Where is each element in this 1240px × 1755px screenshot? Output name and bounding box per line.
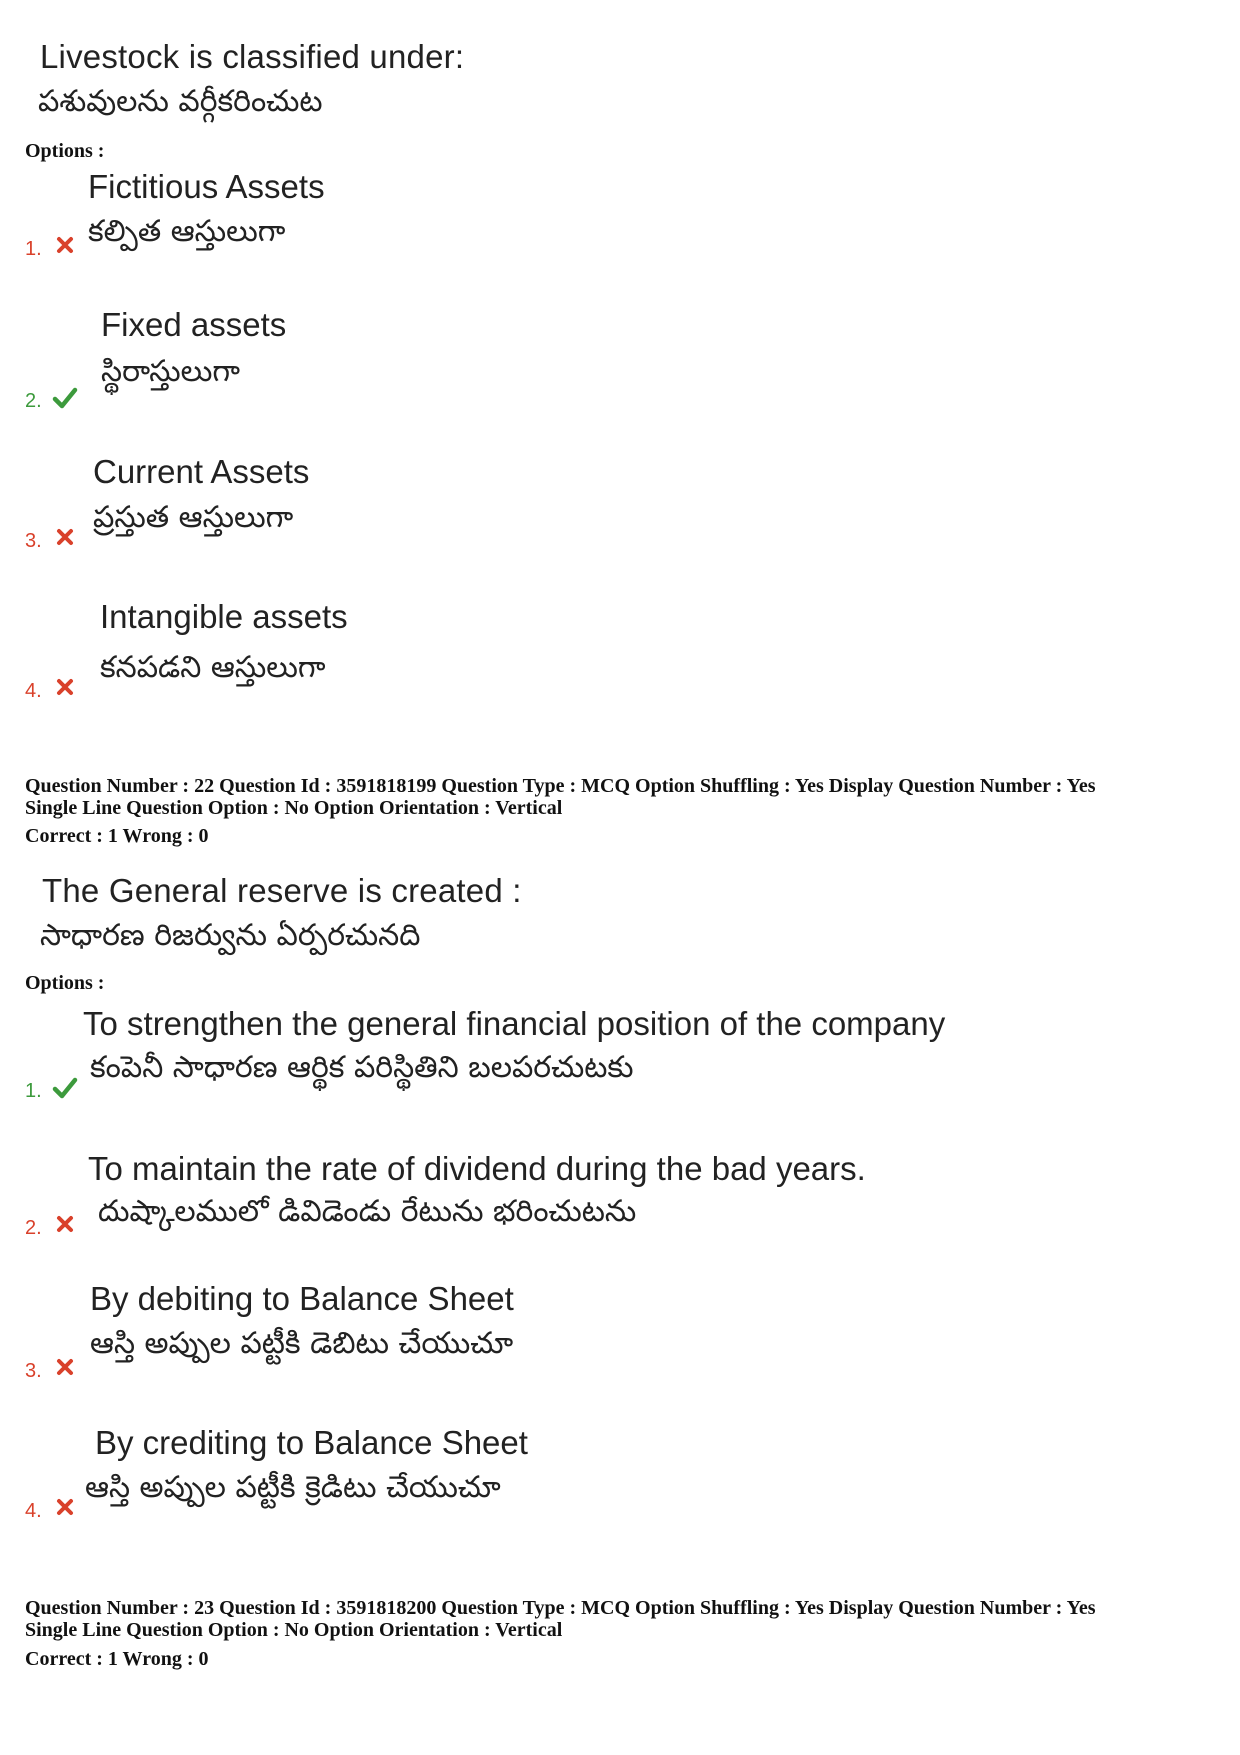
option-4-number: 4. — [25, 1500, 42, 1522]
question-22-meta-line-2: Single Line Question Option : No Option Orientation : Vertical — [25, 797, 563, 819]
option-1-text-te: కల్పిత ఆస్తులుగా — [88, 214, 286, 249]
option-3-text-en: Current Assets — [93, 453, 310, 490]
question-22-score: Correct : 1 Wrong : 0 — [25, 825, 209, 847]
option-2-text-en: To maintain the rate of dividend during the bad years. — [88, 1150, 866, 1187]
option-3-text-te: ప్రస్తుత ఆస్తులుగా — [93, 500, 294, 535]
option-2-text-en: Fixed assets — [101, 306, 287, 343]
option-1-text-te: కంపెనీ సాధారణ ఆర్థిక పరిస్థితిని బలపరచుటకు — [90, 1050, 634, 1085]
question-23-score: Correct : 1 Wrong : 0 — [25, 1648, 209, 1670]
cross-icon — [54, 676, 76, 698]
option-1-text-en: Fictitious Assets — [88, 168, 325, 205]
options-heading: Options : — [25, 972, 105, 994]
option-3-text-te: ఆస్తి అప్పుల పట్టీకి డెబిటు చేయుచూ — [90, 1326, 514, 1361]
question-22-meta-line-1: Question Number : 22 Question Id : 3591818199 Question Type : MCQ Option Shuffling : Yes Display Question Number : Yes — [25, 775, 1096, 797]
question-22-text-en: The General reserve is created : — [42, 872, 522, 909]
option-2-number: 2. — [25, 390, 42, 412]
option-1-number: 1. — [25, 1080, 42, 1102]
option-3-number: 3. — [25, 530, 42, 552]
option-3-text-en: By debiting to Balance Sheet — [90, 1280, 514, 1317]
option-4-text-en: By crediting to Balance Sheet — [95, 1424, 528, 1461]
option-3-number: 3. — [25, 1360, 42, 1382]
question-21-text-en: Livestock is classified under: — [40, 38, 465, 75]
option-4-text-te: ఆస్తి అప్పుల పట్టీకి క్రెడిటు చేయుచూ — [85, 1470, 501, 1505]
check-icon — [52, 386, 78, 410]
question-23-meta-line-2: Single Line Question Option : No Option Orientation : Vertical — [25, 1619, 563, 1641]
option-4-text-te: కనపడని ఆస్తులుగా — [100, 650, 326, 685]
option-2-number: 2. — [25, 1217, 42, 1239]
question-23-meta-line-1: Question Number : 23 Question Id : 3591818200 Question Type : MCQ Option Shuffling : Yes Display Question Number : Yes — [25, 1597, 1096, 1619]
cross-icon — [54, 1356, 76, 1378]
cross-icon — [54, 234, 76, 256]
options-heading: Options : — [25, 140, 105, 162]
cross-icon — [54, 1496, 76, 1518]
option-1-text-en: To strengthen the general financial position of the company — [83, 1005, 946, 1042]
question-22-text-te: సాధారణ రిజర్వును ఏర్పరచునది — [40, 918, 421, 953]
option-4-number: 4. — [25, 680, 42, 702]
cross-icon — [54, 526, 76, 548]
option-2-text-te: దుష్కాలములో డివిడెండు రేటును భరించుటను — [98, 1194, 637, 1229]
cross-icon — [54, 1213, 76, 1235]
option-4-text-en: Intangible assets — [100, 598, 348, 635]
option-2-text-te: స్థిరాస్తులుగా — [101, 354, 240, 389]
option-1-number: 1. — [25, 238, 42, 260]
question-21-text-te: పశువులను వర్గీకరించుట — [38, 84, 323, 119]
check-icon — [52, 1076, 78, 1100]
